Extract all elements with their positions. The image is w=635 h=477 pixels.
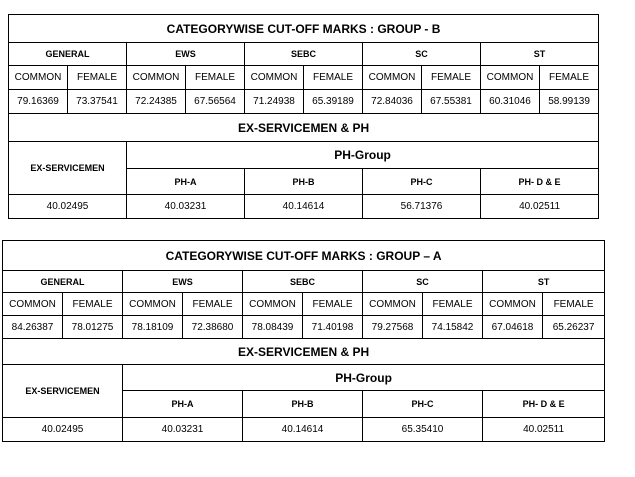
- value-general-female: 78.01275: [63, 316, 123, 339]
- ph-c-value: 56.71376: [363, 195, 481, 219]
- ph-c-value: 65.35410: [363, 418, 483, 442]
- category-sc: SC: [363, 43, 481, 66]
- ex-section-title: EX-SERVICEMEN & PH: [9, 114, 599, 142]
- value-st-common: 67.04618: [483, 316, 543, 339]
- sub-header-female: FEMALE: [183, 293, 243, 316]
- sub-header-female: FEMALE: [540, 66, 599, 90]
- value-sc-female: 74.15842: [423, 316, 483, 339]
- category-st: ST: [483, 271, 605, 293]
- ex-servicemen-value: 40.02495: [9, 195, 127, 219]
- value-sebc-female: 65.39189: [304, 90, 363, 114]
- sub-header-common: COMMON: [483, 293, 543, 316]
- value-ews-female: 67.56564: [186, 90, 245, 114]
- ph-header-de: PH- D & E: [481, 169, 599, 195]
- ex-servicemen-label: EX-SERVICEMEN: [9, 142, 127, 195]
- ph-b-value: 40.14614: [243, 418, 363, 442]
- cutoff-table-group-b: [8, 14, 599, 219]
- value-ews-common: 72.24385: [127, 90, 186, 114]
- table-title: CATEGORYWISE CUT-OFF MARKS : GROUP - B: [9, 15, 599, 43]
- cutoff-table-group-a: [2, 240, 605, 442]
- sub-header-female: FEMALE: [423, 293, 483, 316]
- value-general-common: 79.16369: [9, 90, 68, 114]
- ph-de-value: 40.02511: [481, 195, 599, 219]
- sub-header-female: FEMALE: [422, 66, 481, 90]
- ph-a-value: 40.03231: [127, 195, 245, 219]
- ph-header-de: PH- D & E: [483, 391, 605, 418]
- sub-header-common: COMMON: [123, 293, 183, 316]
- ph-de-value: 40.02511: [483, 418, 605, 442]
- ph-header-b: PH-B: [245, 169, 363, 195]
- ph-group-label: PH-Group: [123, 365, 605, 391]
- sub-header-female: FEMALE: [63, 293, 123, 316]
- sub-header-female: FEMALE: [303, 293, 363, 316]
- ph-group-label: PH-Group: [127, 142, 599, 169]
- sub-header-female: FEMALE: [186, 66, 245, 90]
- sub-header-common: COMMON: [127, 66, 186, 90]
- sub-header-common: COMMON: [363, 293, 423, 316]
- sub-header-common: COMMON: [3, 293, 63, 316]
- ph-header-c: PH-C: [363, 169, 481, 195]
- value-sebc-common: 78.08439: [243, 316, 303, 339]
- ph-header-a: PH-A: [127, 169, 245, 195]
- ph-header-c: PH-C: [363, 391, 483, 418]
- value-general-female: 73.37541: [68, 90, 127, 114]
- category-sebc: SEBC: [245, 43, 363, 66]
- value-sebc-female: 71.40198: [303, 316, 363, 339]
- value-st-female: 58.99139: [540, 90, 599, 114]
- value-general-common: 84.26387: [3, 316, 63, 339]
- ph-a-value: 40.03231: [123, 418, 243, 442]
- ex-servicemen-label: EX-SERVICEMEN: [3, 365, 123, 418]
- ph-header-a: PH-A: [123, 391, 243, 418]
- ph-b-value: 40.14614: [245, 195, 363, 219]
- sub-header-female: FEMALE: [543, 293, 605, 316]
- sub-header-female: FEMALE: [68, 66, 127, 90]
- ex-section-title: EX-SERVICEMEN & PH: [3, 339, 605, 365]
- sub-header-common: COMMON: [245, 66, 304, 90]
- sub-header-common: COMMON: [9, 66, 68, 90]
- ph-header-b: PH-B: [243, 391, 363, 418]
- category-st: ST: [481, 43, 599, 66]
- value-sc-common: 72.84036: [363, 90, 422, 114]
- value-ews-female: 72.38680: [183, 316, 243, 339]
- value-st-common: 60.31046: [481, 90, 540, 114]
- category-general: GENERAL: [3, 271, 123, 293]
- sub-header-common: COMMON: [363, 66, 422, 90]
- category-sc: SC: [363, 271, 483, 293]
- sub-header-common: COMMON: [243, 293, 303, 316]
- category-sebc: SEBC: [243, 271, 363, 293]
- category-ews: EWS: [123, 271, 243, 293]
- value-sebc-common: 71.24938: [245, 90, 304, 114]
- value-sc-common: 79.27568: [363, 316, 423, 339]
- sub-header-common: COMMON: [481, 66, 540, 90]
- category-general: GENERAL: [9, 43, 127, 66]
- table-title: CATEGORYWISE CUT-OFF MARKS : GROUP – A: [3, 241, 605, 271]
- sub-header-female: FEMALE: [304, 66, 363, 90]
- value-ews-common: 78.18109: [123, 316, 183, 339]
- value-sc-female: 67.55381: [422, 90, 481, 114]
- ex-servicemen-value: 40.02495: [3, 418, 123, 442]
- value-st-female: 65.26237: [543, 316, 605, 339]
- category-ews: EWS: [127, 43, 245, 66]
